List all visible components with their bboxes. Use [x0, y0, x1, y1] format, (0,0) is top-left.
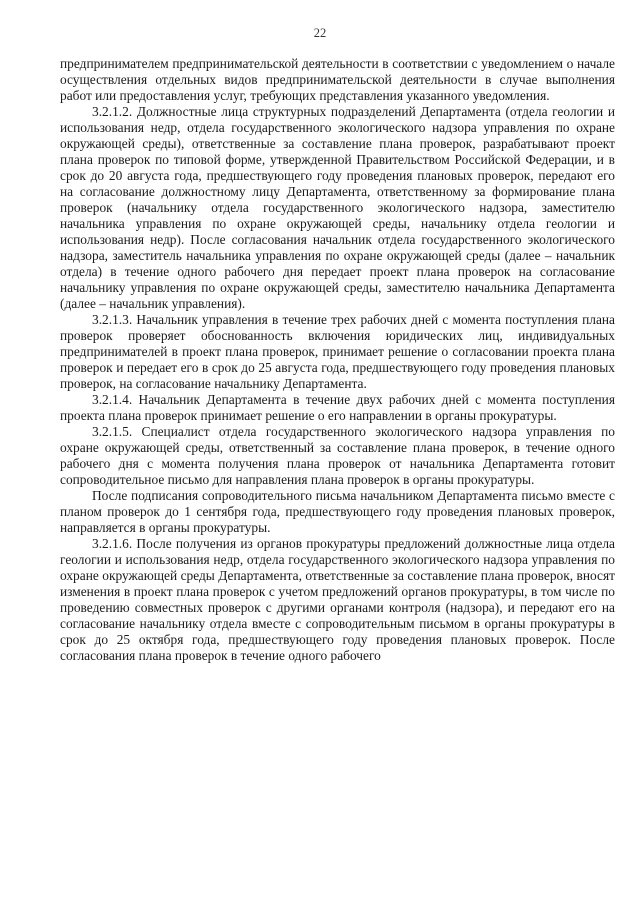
- document-body: [60, 56, 615, 664]
- page-number: 22: [313, 26, 327, 40]
- paragraph-continuation: предпринимателем предпринимательской деятельности в соответствии с уведомлением о начале осуществления отдельных видов предпринимательской деятельности в случае выполнения работ или предоставления услуг, требующих представления указанного уведомления.: [60, 56, 615, 103]
- paragraph-3-2-1-2: 3.2.1.2. Должностные лица структурных подразделений Департамента (отдела геологии и использования недр, отдела государственного экологического надзора управления по охране окружающей среды), ответственные за составление плана проверок, разрабатывают проект плана проверок по типовой форме, утвержденной Правительством Российской Федерации, и в срок до 20 августа года, предшествующего году проведения плановых проверок, передают его на согласование должностному лицу Департамента, ответственному за формирование плана проверок (начальнику отдела государственного экологического надзора, заместителю начальника управления по охране окружающей среды, начальнику отдела геологии и использования недр). После согласования начальник отдела государственного экологического надзора, заместитель начальника управления по охране окружающей среды (далее – начальник отдела) в течение одного рабочего дня передает проект плана проверок на согласование начальнику управления по охране окружающей среды, заместителю начальника Департамента (далее – начальник управления).: [60, 104, 615, 311]
- paragraph-3-2-1-5: 3.2.1.5. Специалист отдела государственного экологического надзора управления по охране окружающей среды, ответственный за составление плана проверок, в течение одного рабочего дня с момента получения плана проверок от начальника Департамента готовит сопроводительное письмо для направления плана проверок в органы прокуратуры.: [60, 424, 615, 487]
- paragraph-3-2-1-3: 3.2.1.3. Начальник управления в течение трех рабочих дней с момента поступления плана проверок проверяет обоснованность включения юридических лиц, индивидуальных предпринимателей в проект плана проверок, принимает решение о согласовании проекта плана проверок и передает его в срок до 25 августа года, предшествующего году проведения плановых проверок, на согласование начальнику Департамента.: [60, 312, 615, 391]
- paragraph-cover-letter: После подписания сопроводительного письма начальником Департамента письмо вместе с планом проверок до 1 сентября года, предшествующего году проведения плановых проверок, направляется в органы прокуратуры.: [60, 488, 615, 535]
- paragraph-3-2-1-4: 3.2.1.4. Начальник Департамента в течение двух рабочих дней с момента поступления проекта плана проверок принимает решение о его направлении в органы прокуратуры.: [60, 392, 615, 423]
- paragraph-3-2-1-6: 3.2.1.6. После получения из органов прокуратуры предложений должностные лица отдела геологии и использования недр, отдела государственного экологического надзора управления по охране окружающей среды Департамента, ответственные за составление плана проверок, вносят изменения в проект плана проверок с учетом предложений органов прокуратуры, в том числе по проведению совместных проверок с другими органами контроля (надзора), и передают его на согласование начальнику отдела вместе с сопроводительным письмом в органы прокуратуры в срок до 25 октября года, предшествующего году проведения плановых проверок. После согласования плана проверок в течение одного рабочего: [60, 536, 615, 663]
